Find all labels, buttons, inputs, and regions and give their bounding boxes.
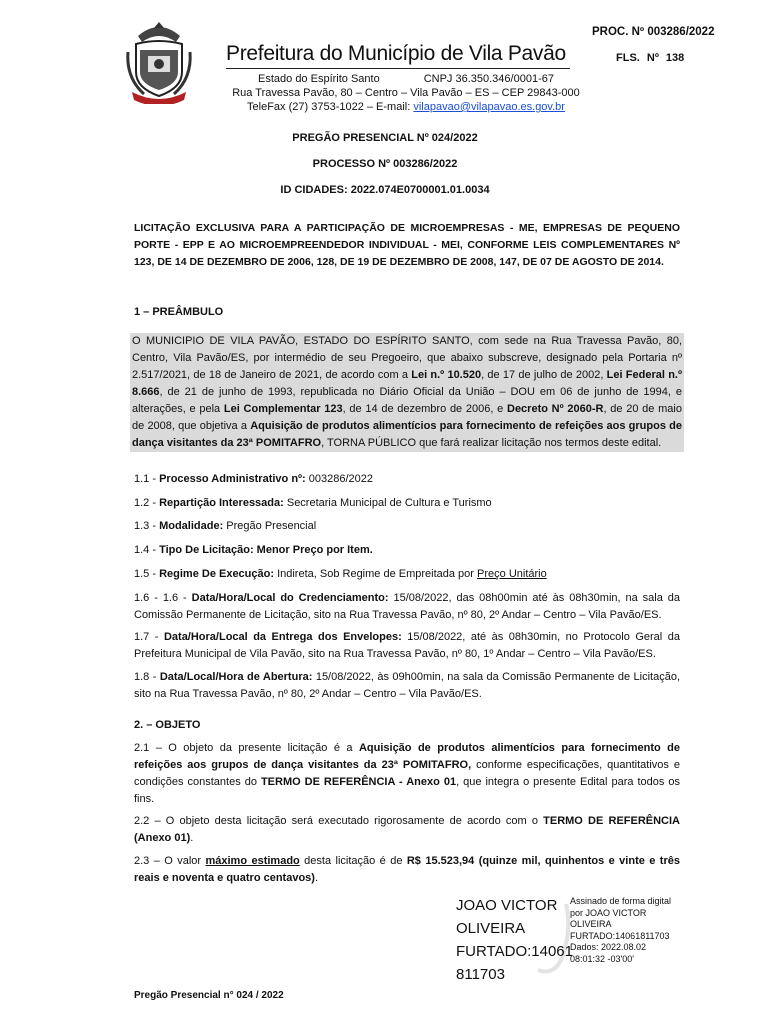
cnpj-text: CNPJ 36.350.346/0001-67: [423, 73, 554, 85]
municipal-seal-icon: [124, 22, 194, 104]
item-1-8: 1.8 - Data/Local/Hora de Abertura: 15/08/2022, às 09h00min, na sala da Comissão Permanente de Licitação, sito na Rua Travessa Pavão, nº 80, 2º Andar – Centro – Vila Pavão/ES.: [134, 671, 681, 700]
item-1-1: 1.1 - Processo Administrativo nº: 003286/2022: [134, 473, 374, 485]
licitacao-notice: LICITAÇÃO EXCLUSIVA PARA A PARTICIPAÇÃO DE MICROEMPRESAS - ME, EMPRESAS DE PEQUENO PORTE - EPP E AO MICROEMPREENDEDOR INDIVIDUAL - MEI, CONFORME LEIS COMPLEMENTARES Nº 123, DE 14 DE DEZEMBRO DE 2006, 128, DE 19 DE DEZEMBRO DE 2008, 147, DE 07 DE AGOSTO DE 2014.: [134, 222, 680, 268]
objeto-2-1: 2.1 – O objeto da presente licitação é a Aquisição de produtos alimentícios para fornecimento de refeições aos grupos de dança visitantes da 23ª POMITAFRO, conforme especificações, quantitativos e condições constantes do TERMO DE REFERÊNCIA - Anexo 01, que integra o presente Edital para todos os fins.: [134, 742, 680, 805]
email-link[interactable]: vilapavao@vilapavao.es.gov.br: [413, 101, 565, 113]
process-number: PROC. Nº 003286/2022: [592, 26, 715, 38]
title-underline: [226, 68, 570, 69]
page-footer: Pregão Presencial n° 024 / 2022: [134, 990, 284, 1001]
header-address-block: [226, 72, 586, 114]
objeto-2-3: 2.3 – O valor máximo estimado desta licitação é de R$ 15.523,94 (quinze mil, quinhentos e vinte e três reais e noventa e quatro centavos).: [134, 855, 680, 884]
item-1-6: 1.6 - 1.6 - Data/Hora/Local do Credenciamento: 15/08/2022, das 08h00min até às 08h30min, na sala da Comissão Permanente de Licitação, sito na Rua Travessa Pavão, nº 80, 2º Andar – Centro – Vila Pavão/ES.: [134, 592, 681, 621]
preambulo-paragraph: O MUNICIPIO DE VILA PAVÃO, ESTADO DO ESPÍRITO SANTO, com sede na Rua Travessa Pavão, 80, Centro, Vila Pavão/ES, por intermédio de seu Pregoeiro, que abaixo subscreve, designado pela Portaria nº 2.517/2021, de 18 de Janeiro de 2021, de acordo com a Lei n.º 10.520, de 17 de julho de 2002, Lei Federal n.º 8.666, de 21 de junho de 1993, republicada no Diário Oficial da União – DOU em 06 de junho de 1994, e alterações, e pela Lei Complementar 123, de 14 de dezembro de 2006, e Decreto Nº 2060-R, de 20 de maio de 2008, que objetiva a Aquisição de produtos alimentícios para fornecimento de refeições aos grupos de dança visitantes da 23ª POMITAFRO, TORNA PÚBLICO que fará realizar licitação nos termos deste edital.: [130, 333, 684, 452]
item-1-4: 1.4 - Tipo De Licitação: Menor Preço por Item.: [134, 544, 373, 556]
preambulo-heading: 1 – PREÂMBULO: [134, 306, 224, 318]
item-1-5: 1.5 - Regime De Execução: Indireta, Sob Regime de Empreitada por Preço Unitário: [134, 568, 547, 580]
address-text: Rua Travessa Pavão, 80 – Centro – Vila Pavão – ES – CEP 29843-000: [232, 87, 580, 99]
signer-name: JOAO VICTOR OLIVEIRA FURTADO:14061 811703: [456, 897, 573, 983]
state-text: Estado do Espírito Santo: [258, 73, 380, 85]
pregao-heading: PREGÃO PRESENCIAL Nº 024/2022: [292, 132, 478, 144]
fls-number: Nº 138: [646, 52, 685, 64]
page-title: Prefeitura do Município de Vila Pavão: [226, 42, 566, 65]
objeto-2-2: 2.2 – O objeto desta licitação será executado rigorosamente de acordo com o TERMO DE REFERÊNCIA (Anexo 01).: [134, 815, 681, 844]
digital-signature-details: Assinado de forma digital por JOAO VICTOR OLIVEIRA FURTADO:14061811703 Dados: 2022.08.02 08:01:32 -03'00': [570, 896, 672, 964]
objeto-heading: 2. – OBJETO: [134, 719, 201, 731]
telefax-text: TeleFax (27) 3753-1022 – E-mail:: [247, 101, 414, 113]
fls-label: FLS.: [616, 52, 640, 64]
processo-heading: PROCESSO Nº 003286/2022: [312, 158, 458, 170]
page-folio: [616, 52, 684, 64]
item-1-2: 1.2 - Repartição Interessada: Secretaria Municipal de Cultura e Turismo: [134, 497, 492, 509]
id-cidades-heading: ID CIDADES: 2022.074E0700001.01.0034: [280, 184, 490, 196]
item-1-7: 1.7 - Data/Hora/Local da Entrega dos Envelopes: 15/08/2022, até às 08h30min, no Protocolo Geral da Prefeitura Municipal de Vila Pavão, sito na Rua Travessa Pavão, nº 80, 1º Andar – Centro – Vila Pavão/ES.: [134, 631, 680, 660]
item-1-3: 1.3 - Modalidade: Pregão Presencial: [134, 520, 317, 532]
